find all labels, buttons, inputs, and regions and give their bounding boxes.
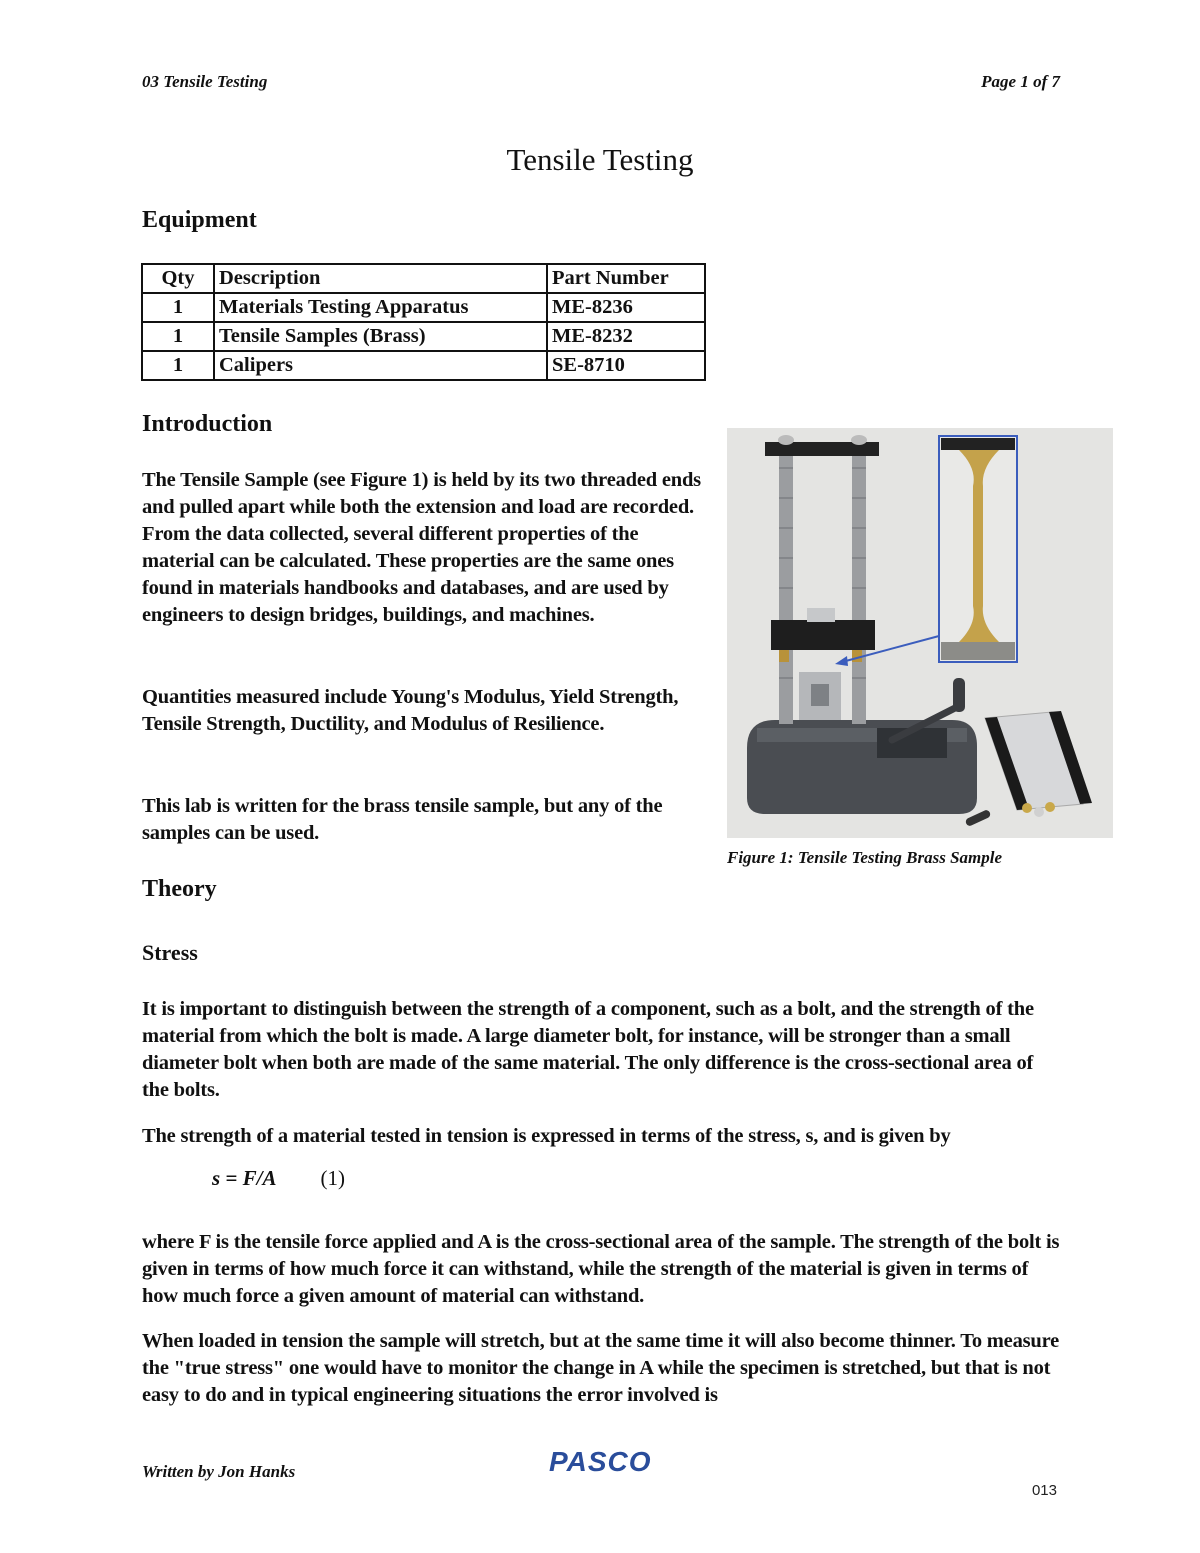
table-header-row: [142, 264, 705, 293]
table-cell: Tensile Samples (Brass): [214, 322, 547, 351]
header-left: 03 Tensile Testing: [142, 72, 268, 91]
table-cell: 1: [142, 351, 214, 380]
emphasis-text: amount: [349, 1285, 416, 1307]
equipment-heading: Equipment: [142, 207, 257, 233]
table-cell: ME-8236: [547, 293, 705, 322]
document-title: Tensile Testing: [506, 142, 694, 177]
stress-paragraph-1: It is important to distinguish between the strength of a component, such as a bolt, and the strength of the material from which the bolt is made. A large diameter bolt, for instance, will be stronger than a small diameter bolt when both are made of the same material. The only difference is the cross-sectional area of the bolts.: [142, 998, 1034, 1101]
paragraph-text: of material can withstand.: [415, 1285, 645, 1307]
stress-paragraph-2: The strength of a material tested in tension is expressed in terms of the stress, s, and is given by: [142, 1125, 951, 1147]
column-header: Part Number: [547, 264, 705, 293]
page-number: 013: [1031, 1482, 1057, 1499]
footer-author: Written by Jon Hanks: [142, 1462, 296, 1481]
table-cell: SE-8710: [547, 351, 705, 380]
table-cell: 1: [142, 293, 214, 322]
header-right: Page 1 of 7: [981, 72, 1060, 91]
table-row: [142, 322, 705, 351]
intro-paragraph-3: This lab is written for the brass tensile sample, but any of the samples can be used.: [142, 795, 663, 844]
table-row: [142, 293, 705, 322]
paragraph-text: where F is the tensile force applied and A is the cross-sectional area of the sample. The strength of the bolt is given in terms of how much force it can withstand, while the strength of the material is given in terms of how much force a given: [142, 1231, 1060, 1307]
theory-heading: Theory: [142, 876, 217, 902]
stress-paragraph-4: When loaded in tension the sample will stretch, but at the same time it will also become thinner. To measure the "true stress" one would have to monitor the change in A while the specimen is stretched, but that is not easy to do and in typical engineering situations the error involved is: [142, 1330, 1060, 1406]
equation-expression: s = F/A: [212, 1166, 277, 1190]
column-header: Description: [214, 264, 547, 293]
stress-paragraph-3: [142, 1229, 1062, 1310]
table-cell: ME-8232: [547, 322, 705, 351]
intro-paragraph-2: Quantities measured include Young's Modulus, Yield Strength, Tensile Strength, Ductility, and Modulus of Resilience.: [142, 686, 679, 735]
table-cell: 1: [142, 322, 214, 351]
pasco-logo: PASCO: [549, 1446, 652, 1477]
stress-heading: Stress: [142, 940, 198, 965]
apparatus-photo: [727, 428, 1113, 838]
equation-1: [212, 1166, 345, 1191]
equation-number: (1): [320, 1166, 345, 1190]
table-row: [142, 351, 705, 380]
table-cell: Calipers: [214, 351, 547, 380]
table-cell: Materials Testing Apparatus: [214, 293, 547, 322]
equipment-table: [141, 263, 706, 381]
figure-caption: Figure 1: Tensile Testing Brass Sample: [727, 848, 1003, 867]
introduction-heading: Introduction: [142, 411, 273, 437]
intro-paragraph-1: The Tensile Sample (see Figure 1) is held by its two threaded ends and pulled apart while both the extension and load are recorded. From the data collected, several different properties of the material can be calculated. These properties are the same ones found in materials handbooks and databases, and are used by engineers to design bridges, buildings, and machines.: [142, 469, 701, 626]
column-header: Qty: [142, 264, 214, 293]
